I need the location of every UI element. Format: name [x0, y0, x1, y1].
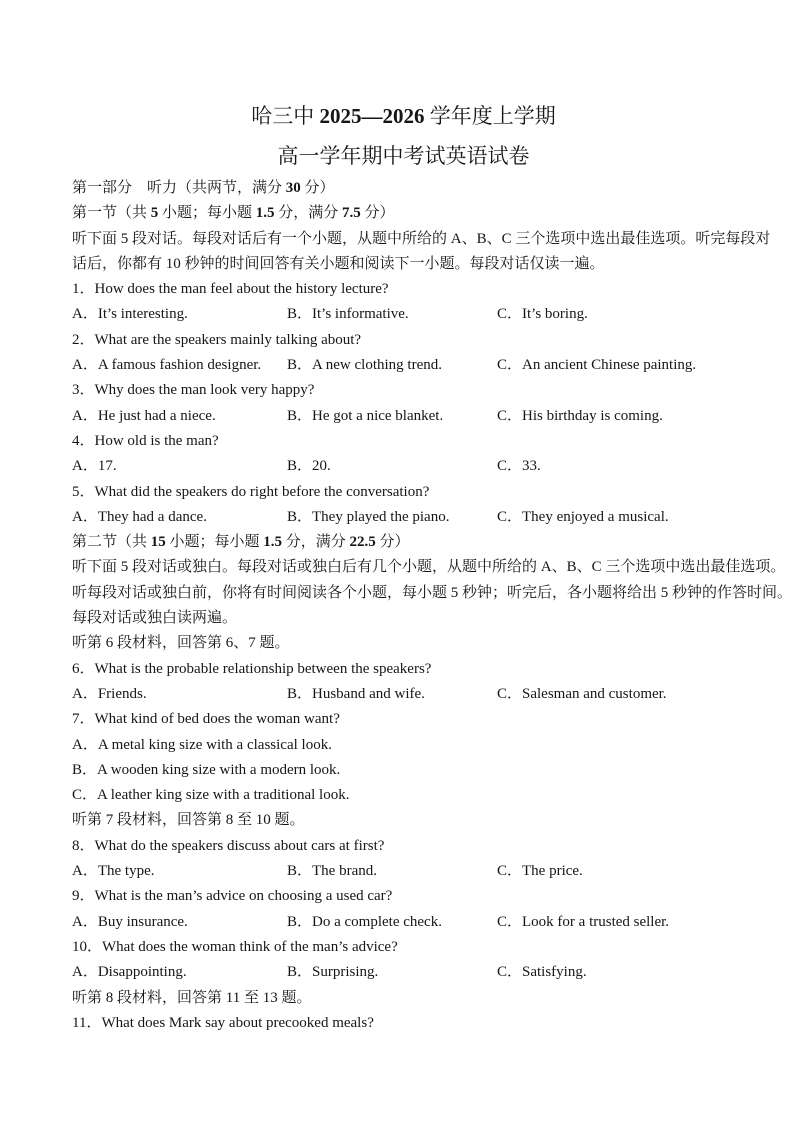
section2-heading: [72, 530, 735, 555]
option-7-b: B．A wooden king size with a modern look.: [72, 761, 341, 778]
listen-note-material-7: 听第 7 段材料，回答第 8 至 10 题。: [72, 812, 305, 829]
question-2: 2．What are the speakers mainly talking about?: [72, 331, 362, 348]
options-row-9: [72, 910, 735, 935]
option-10-a: A．Disappointing.: [72, 964, 187, 981]
question-6: 6．What is the probable relationship between the speakers?: [72, 660, 432, 677]
option-7-a: A．A metal king size with a classical look.: [72, 736, 332, 753]
option-3-a: A．He just had a niece.: [72, 407, 216, 424]
question-10: 10．What does the woman think of the man’s advice?: [72, 938, 398, 955]
section1-heading-seg: 分）: [360, 205, 395, 222]
section2-instruction-line: 听每段对话或独白前，你将有时间阅读各个小题，每小题 5 秒钟；听完后，各小题将给出 5 秒钟的作答时间。: [72, 584, 793, 601]
question-1: 1．How does the man feel about the history lecture?: [72, 281, 389, 298]
question-4: 4．How old is the man?: [72, 432, 219, 449]
options-row-6: [72, 682, 735, 707]
question-5: 5．What did the speakers do right before the conversation?: [72, 483, 430, 500]
part1-heading: [72, 176, 735, 201]
options-row-2: [72, 353, 735, 378]
option-4-c: C．33.: [497, 458, 541, 475]
section2-heading-seg: 分）: [375, 534, 410, 551]
option-1-c: C．It’s boring.: [497, 306, 588, 323]
option-8-c: C．The price.: [497, 863, 583, 880]
section1-heading-num: 5: [150, 205, 159, 222]
section2-instruction-line: 每段对话或独白读两遍。: [72, 610, 238, 627]
question-8: 8．What do the speakers discuss about cars at first?: [72, 837, 385, 854]
exam-title-year: 2025—2026: [319, 104, 425, 128]
question-3: 3．Why does the man look very happy?: [72, 382, 315, 399]
option-2-c: C．An ancient Chinese painting.: [497, 357, 697, 374]
options-row-5: [72, 505, 735, 530]
question-7: 7．What kind of bed does the woman want?: [72, 711, 340, 728]
option-7-c: C．A leather king size with a traditional look.: [72, 787, 350, 804]
section1-instruction-line: 听下面 5 段对话。每段对话后有一个小题，从题中所给的 A、B、C 三个选项中选出最佳选项。听完每段对: [72, 230, 771, 247]
option-2-b: B．A new clothing trend.: [287, 357, 442, 374]
option-5-a: A．They had a dance.: [72, 508, 207, 525]
option-5-c: C．They enjoyed a musical.: [497, 508, 669, 525]
option-1-a: A．It’s interesting.: [72, 306, 188, 323]
part1-heading-text: 第一部分 听力（共两节，满分: [72, 180, 286, 196]
exam-title-text: 哈三中: [251, 104, 320, 128]
option-6-a: A．Friends.: [72, 685, 147, 702]
option-9-c: C．Look for a trusted seller.: [497, 913, 670, 930]
option-10-b: B．Surprising.: [287, 964, 379, 981]
options-row-3: [72, 404, 735, 429]
section2-heading-seg: 小题；每小题: [165, 534, 264, 551]
section1-heading-num: 7.5: [342, 205, 361, 222]
option-3-b: B．He got a nice blanket.: [287, 407, 444, 424]
section2-heading-seg: 第二节（共: [72, 534, 151, 551]
section1-instruction-line: 话后，你都有 10 秒钟的时间回答有关小题和阅读下一小题。每段对话仅读一遍。: [72, 255, 605, 272]
option-5-b: B．They played the piano.: [287, 508, 450, 525]
options-row-4: [72, 454, 735, 479]
option-4-a: A．17.: [72, 458, 117, 475]
option-3-c: C．His birthday is coming.: [497, 407, 663, 424]
option-6-b: B．Husband and wife.: [287, 685, 425, 702]
question-11: 11．What does Mark say about precooked meals?: [72, 1014, 374, 1031]
options-row-8: [72, 859, 735, 884]
option-1-b: B．It’s informative.: [287, 306, 409, 323]
listen-note-material-6: 听第 6 段材料，回答第 6、7 题。: [72, 635, 290, 652]
exam-subtitle: 高一学年期中考试英语试卷: [277, 144, 530, 168]
option-2-a: A．A famous fashion designer.: [72, 357, 262, 374]
section2-instruction-line: 听下面 5 段对话或独白。每段对话或独白后有几个小题，从题中所给的 A、B、C 三个选项中选出最佳选项。: [72, 559, 786, 576]
section1-heading: [72, 201, 735, 226]
options-row-1: [72, 302, 735, 327]
part1-heading-tail: 分）: [300, 180, 335, 196]
part1-heading-score: 30: [285, 180, 301, 196]
listen-note-material-8: 听第 8 段材料，回答第 11 至 13 题。: [72, 989, 312, 1006]
section1-heading-seg: 分，满分: [274, 205, 343, 222]
section2-heading-num: 22.5: [349, 534, 376, 551]
option-9-a: A．Buy insurance.: [72, 913, 188, 930]
question-9: 9．What is the man’s advice on choosing a used car?: [72, 888, 393, 905]
option-8-b: B．The brand.: [287, 863, 377, 880]
section2-heading-num: 15: [150, 534, 166, 551]
section1-heading-seg: 第一节（共: [72, 205, 151, 222]
options-row-10: [72, 960, 735, 985]
section1-heading-num: 1.5: [255, 205, 275, 222]
exam-title: [72, 96, 735, 136]
exam-title-text-tail: 学年度上学期: [424, 104, 556, 128]
option-9-b: B．Do a complete check.: [287, 913, 442, 930]
section1-heading-seg: 小题；每小题: [158, 205, 256, 222]
option-8-a: A．The type.: [72, 863, 155, 880]
section2-heading-num: 1.5: [263, 534, 283, 551]
option-6-c: C．Salesman and customer.: [497, 685, 667, 702]
option-4-b: B．20.: [287, 458, 331, 475]
section2-heading-seg: 分，满分: [282, 534, 350, 551]
option-10-c: C．Satisfying.: [497, 964, 587, 981]
